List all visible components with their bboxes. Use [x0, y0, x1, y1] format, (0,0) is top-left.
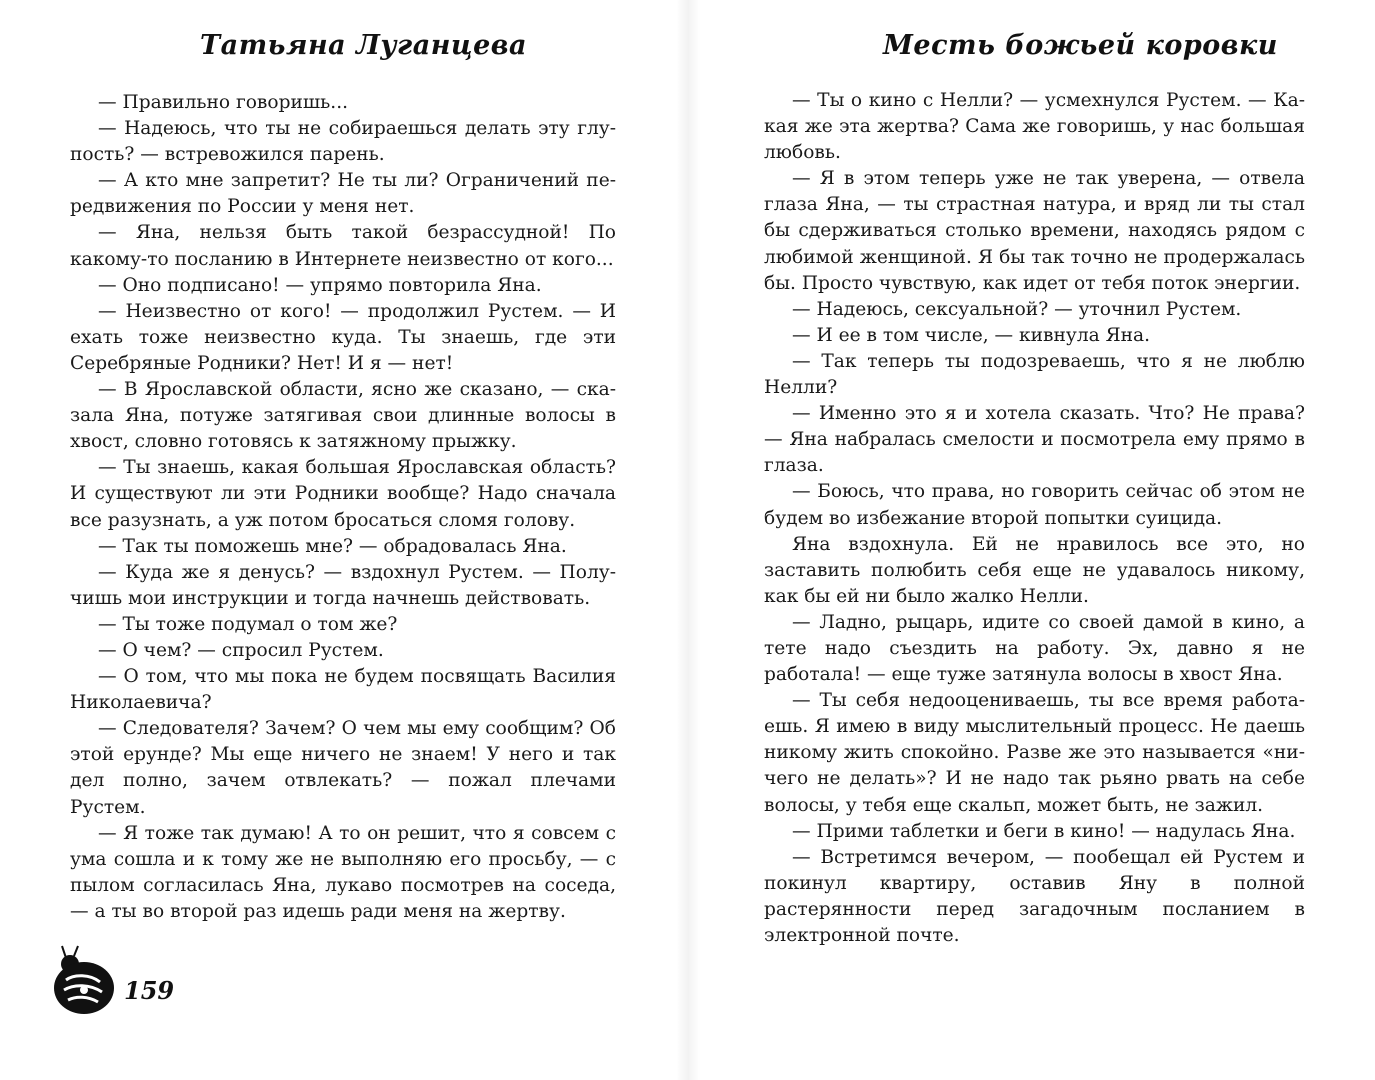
paragraph: — Яна, нельзя быть такой безрассудной! По какому-то посланию в Интернете неизвестно от кого...: [70, 222, 616, 270]
paragraph: — Так теперь ты подозреваешь, что я не люблю Нелли?: [764, 350, 1305, 399]
paragraph: — Прими таблетки и беги в кино! — надулась Яна.: [792, 820, 1296, 842]
paragraph: — Правильно говоришь...: [98, 92, 349, 113]
right-body-text: [764, 88, 1305, 949]
left-body-text: [70, 90, 616, 925]
paragraph: — Куда же я денусь? — вздохнул Рустем. — Получишь мои инструкции и тогда начнешь действовать.: [70, 561, 616, 609]
paragraph: — А кто мне запретит? Не ты ли? Ограничений передвижения по России у меня нет.: [70, 170, 616, 218]
paragraph: — Ладно, рыцарь, идите со своей дамой в кино, а тете надо съездить на работу. Эх, давно я не работала! — еще туже затянула волосы в хвост Яна.: [764, 611, 1305, 686]
left-running-head: Татьяна Луганцева: [200, 30, 528, 61]
paragraph: — О том, что мы пока не будем посвящать Василия Николаевича?: [70, 666, 616, 714]
right-running-head: Месть божьей коровки: [883, 30, 1278, 61]
paragraph: — И ее в том числе, — кивнула Яна.: [792, 324, 1151, 346]
paragraph: — Так ты поможешь мне? — обрадовалась Яна.: [98, 535, 567, 557]
paragraph: — Ты тоже подумал о том же?: [98, 613, 398, 635]
paragraph: — Боюсь, что права, но говорить сейчас об этом не будем во избежание второй попытки суицида.: [764, 481, 1305, 529]
paragraph: — Именно это я и хотела сказать. Что? Не права? — Яна набралась смелости и посмотрела ему прямо в глаза.: [764, 403, 1305, 477]
page-number: 159: [124, 976, 175, 1005]
paragraph: — Неизвестно от кого! — продолжил Рустем. — И ехать тоже неизвестно куда. Ты знаешь, где эти Серебряные Родники? Нет! И я — нет!: [70, 300, 616, 374]
paragraph: — Встретимся вечером, — пообещал ей Рустем и покинул квартиру, оставив Яну в полной растерянности перед загадочным посланием в электронной почте.: [764, 846, 1305, 946]
paragraph: — В Ярославской области, ясно же сказано, — сказала Яна, потуже затягивая свои длинные волосы в хвост, словно готовясь к затяжному прыжку.: [70, 379, 616, 453]
paragraph: — Следователя? Зачем? О чем мы ему сообщим? Об этой ерунде? Мы еще ничего не знаем! У него и так дел полно, зачем отвлекать? — пожал плечами Рустем.: [70, 718, 616, 818]
paragraph: — Я тоже так думаю! А то он решит, что я совсем с ума сошла и к тому же не выполняю его просьбу, — с пылом согласилась Яна, лукаво посмотрев на соседа, — а ты во второй раз идешь ради меня на жертву.: [70, 822, 616, 922]
paragraph: — Ты себя недооцениваешь, ты все время работаешь. Я имею в виду мыслительный процесс. Не даешь никому жить спокойно. Разве же это называется «ничего не делать»? И не надо так рьяно рвать на себе волосы, у тебя еще скальп, может быть, не зажил.: [764, 690, 1305, 816]
paragraph: — Надеюсь, сексуальной? — уточнил Рустем.: [792, 298, 1242, 320]
paragraph: — Надеюсь, что ты не собираешься делать эту глупость? — встревожился парень.: [70, 118, 616, 166]
ladybug-icon: [44, 944, 124, 1018]
paragraph: — О чем? — спросил Рустем.: [98, 639, 384, 661]
paragraph: — Ты о кино с Нелли? — усмехнулся Рустем. — Какая же эта жертва? Сама же говоришь, у нас большая любовь.: [764, 90, 1305, 164]
paragraph: Яна вздохнула. Ей не нравилось все это, но заставить полюбить себя еще не удавалось никому, как бы ей ни было жалко Нелли.: [764, 533, 1305, 607]
paragraph: — Я в этом теперь уже не так уверена, — отвела глаза Яна, — ты страстная натура, и вряд ли ты стал бы сдерживаться столько времени, находясь рядом с любимой женщиной. Я бы так точно не продержалась бы. Просто чувствую, как идет от тебя поток энергии.: [764, 168, 1305, 294]
right-page: [688, 0, 1375, 1080]
paragraph: — Оно подписано! — упрямо повторила Яна.: [98, 274, 542, 296]
paragraph: — Ты знаешь, какая большая Ярославская область? И существуют ли эти Родники вообще? Надо сначала все разузнать, а уж потом бросаться сломя голову.: [70, 457, 616, 531]
